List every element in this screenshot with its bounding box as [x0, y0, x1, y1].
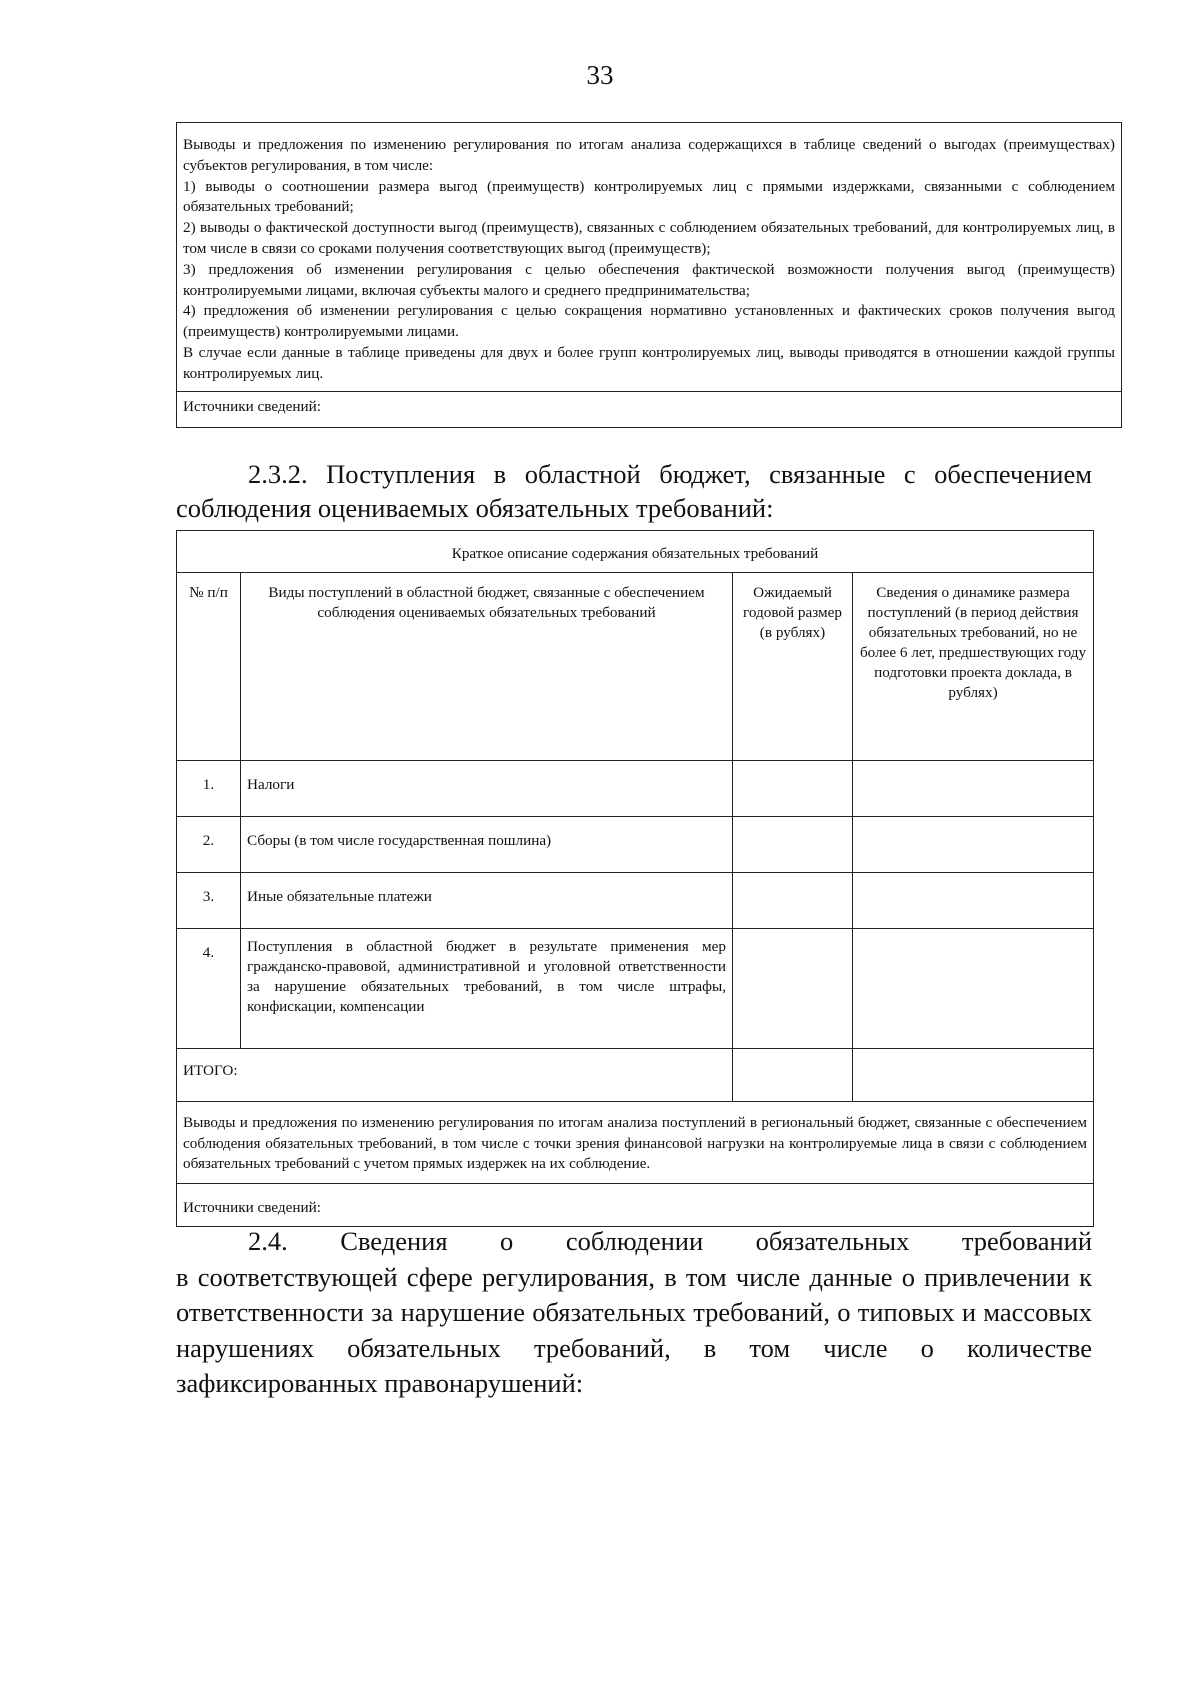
row-expected-value — [733, 761, 853, 817]
row-dynamics-value — [853, 761, 1094, 817]
total-dynamics-value — [853, 1049, 1094, 1102]
section-heading-rest: в соответствующей сфере регулирования, в том числе данные о привлечении к ответственности за нарушение обязательных требований, о типовых и массовых нарушениях обязательных требований, в том числе о количестве зафиксированных правонарушений: — [176, 1261, 1092, 1398]
total-row — [177, 1049, 1094, 1102]
row-number: 2. — [177, 817, 241, 873]
conclusions-text — [177, 123, 1122, 392]
section-heading-text: 2.3.2. Поступления в областной бюджет, связанные с обеспечением соблюдения оцениваемых обязательных требований: — [176, 459, 1092, 523]
total-label: ИТОГО: — [177, 1049, 733, 1102]
conclusions-line: 4) предложения об изменении регулирования с целью сокращения нормативно установленных и фактических сроков получения выгод (преимуществ) контролируемыми лицами. — [183, 302, 1115, 341]
table-row — [177, 929, 1094, 1049]
section-heading-line1: 2.4. Сведения о соблюдении обязательных требований — [248, 1226, 1092, 1256]
conclusions-line: 3) предложения об изменении регулирования с целью обеспечения фактической возможности получения выгод (преимуществ) контролируемыми лицами, включая субъекты малого и среднего предпринимательства; — [183, 260, 1115, 299]
column-header-num: № п/п — [177, 573, 241, 761]
row-number: 1. — [177, 761, 241, 817]
total-expected-value — [733, 1049, 853, 1102]
sources-cell: Источники сведений: — [177, 391, 1122, 428]
column-header-expected: Ожидаемый годовой размер (в рублях) — [733, 573, 853, 761]
row-expected-value — [733, 817, 853, 873]
column-header-dynamics: Сведения о динамике размера поступлений (в период действия обязательных требований, но не более 6 лет, предшествующих году подготовки проекта доклада, в рублях) — [853, 573, 1094, 761]
receipts-table — [176, 530, 1094, 1227]
conclusions-line: В случае если данные в таблице приведены для двух и более групп контролируемых лиц, выводы приводятся в отношении каждой группы контролируемых лиц. — [183, 343, 1115, 382]
conclusions-line: Выводы и предложения по изменению регулирования по итогам анализа содержащихся в таблице сведений о выгодах (преимуществах) субъектов регулирования, в том числе: — [183, 136, 1115, 174]
table-row — [177, 873, 1094, 929]
row-label: Сборы (в том числе государственная пошлина) — [241, 817, 733, 873]
table-sources: Источники сведений: — [177, 1183, 1094, 1226]
row-label: Поступления в областной бюджет в результате применения мер гражданско-правовой, административной и уголовной ответственности за нарушение обязательных требований, в том числе штрафы, конфискации, компенсации — [241, 929, 733, 1049]
row-expected-value — [733, 929, 853, 1049]
page-number: 33 — [586, 60, 614, 90]
conclusions-line: 1) выводы о соотношении размера выгод (преимуществ) контролируемых лиц с прямыми издержками, связанными с соблюдением обязательных требований; — [183, 177, 1115, 216]
row-label: Иные обязательные платежи — [241, 873, 733, 929]
table-row — [177, 761, 1094, 817]
table-title: Краткое описание содержания обязательных требований — [177, 531, 1094, 573]
section-heading-2-4 — [176, 1224, 1092, 1402]
conclusions-box — [176, 122, 1122, 428]
row-label: Налоги — [241, 761, 733, 817]
section-heading-2-3-2 — [176, 457, 1092, 525]
row-dynamics-value — [853, 873, 1094, 929]
row-dynamics-value — [853, 929, 1094, 1049]
table-row — [177, 817, 1094, 873]
column-header-kind: Виды поступлений в областной бюджет, связанные с обеспечением соблюдения оцениваемых обязательных требований — [241, 573, 733, 761]
row-number: 3. — [177, 873, 241, 929]
row-dynamics-value — [853, 817, 1094, 873]
conclusions-line: 2) выводы о фактической доступности выгод (преимуществ), связанных с соблюдением обязательных требований, для контролируемых лиц, в том числе в связи со сроками получения соответствующих выгод (преимуществ); — [183, 219, 1115, 257]
table-conclusions: Выводы и предложения по изменению регулирования по итогам анализа поступлений в региональный бюджет, связанные с обеспечением соблюдения обязательных требований, в том числе с точки зрения финансовой нагрузки на контролируемые лица в связи с соблюдением обязательных требований с учетом прямых издержек на их соблюдение. — [177, 1102, 1094, 1184]
row-number: 4. — [177, 929, 241, 1049]
row-expected-value — [733, 873, 853, 929]
